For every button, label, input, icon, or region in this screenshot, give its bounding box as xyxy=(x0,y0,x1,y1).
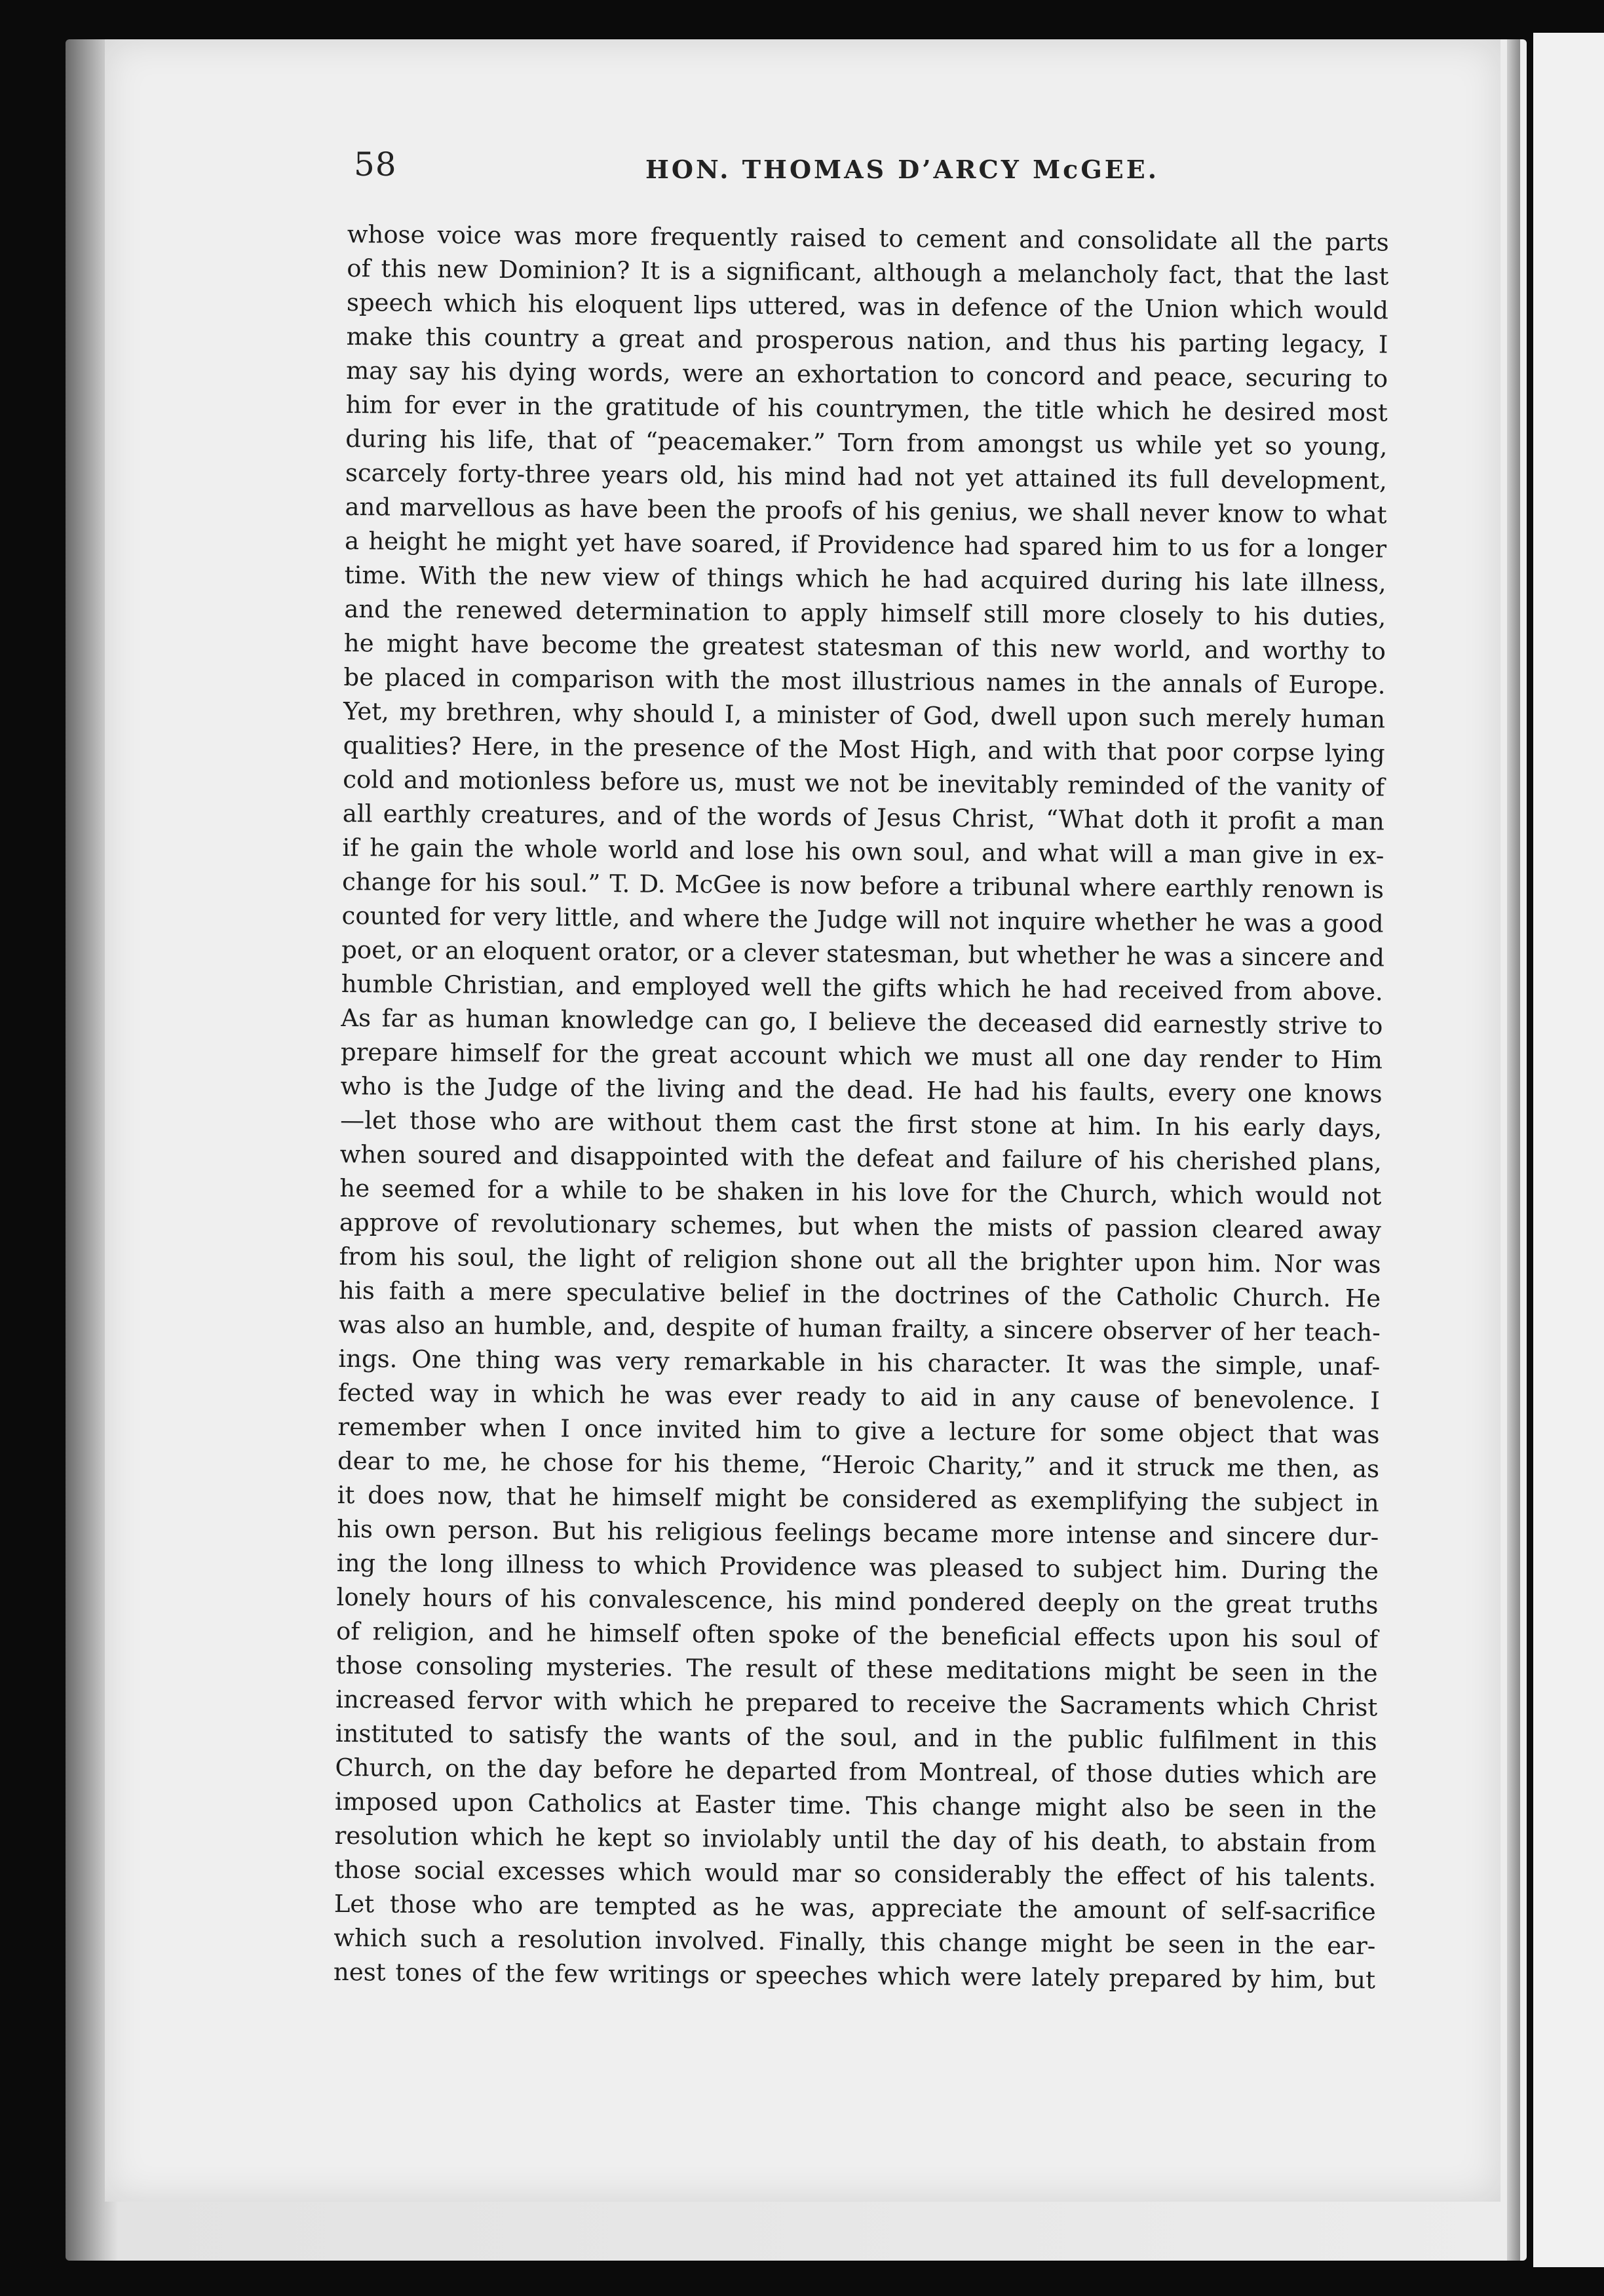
text-line: and marvellous as have been the proofs of his genius, we shall never know to what xyxy=(345,492,1387,529)
text-line: during his life, that of “peacemaker.” Torn from amongst us while yet so young, xyxy=(345,424,1388,461)
text-line: his own person. But his religious feelings became more intense and sincere dur- xyxy=(337,1514,1379,1552)
text-line: dear to me, he chose for his theme, “Heroic Charity,” and it struck me then, as xyxy=(337,1446,1380,1483)
text-line: him for ever in the gratitude of his countrymen, the title which he desired most xyxy=(345,390,1388,427)
text-line: ings. One thing was very remarkable in his character. It was the simple, unaf- xyxy=(338,1344,1381,1381)
text-line: lonely hours of his convalescence, his mind pondered deeply on the great truths xyxy=(336,1582,1379,1620)
body-text xyxy=(334,218,1389,1997)
text-line: Church, on the day before he departed from Montreal, of those duties which are xyxy=(335,1753,1377,1790)
text-line: may say his dying words, were an exhortation to concord and peace, securing to xyxy=(345,356,1388,393)
text-line: if he gain the whole world and lose his own soul, and what will a man give in ex- xyxy=(342,833,1384,870)
text-line: ing the long illness to which Providence was pleased to subject him. During the xyxy=(336,1548,1379,1586)
text-line: of religion, and he himself often spoke of the beneficial effects upon his soul of xyxy=(335,1617,1379,1654)
text-line: counted for very little, and where the Judge will not inquire whether he was a good xyxy=(341,901,1384,938)
text-line: whose voice was more frequently raised to cement and consolidate all the parts xyxy=(347,220,1389,257)
text-line: nest tones of the few writings or speeches which were lately prepared by him, but xyxy=(333,1957,1376,1995)
text-line: which such a resolution involved. Finally, this change might be seen in the ear- xyxy=(334,1923,1376,1961)
text-line: change for his soul.” T. D. McGee is now before a tribunal where earthly renown is xyxy=(341,867,1384,904)
text-line: of this new Dominion? It is a significant, although a melancholy fact, that the last xyxy=(347,254,1389,291)
text-line: As far as human knowledge can go, I believe the deceased did earnestly strive to xyxy=(341,1003,1383,1041)
text-line: speech which his eloquent lips uttered, was in defence of the Union which would xyxy=(346,288,1389,325)
text-line: when soured and disappointed with the defeat and failure of his cherished plans, xyxy=(339,1139,1382,1177)
text-line: those social excesses which would mar so considerably the effect of his talents. xyxy=(334,1855,1377,1892)
text-line: poet, or an eloquent orator, or a clever statesman, but whether he was a sincere and xyxy=(341,935,1385,972)
text-line: instituted to satisfy the wants of the soul, and in the public fulfilment in this xyxy=(335,1719,1377,1756)
text-line: humble Christian, and employed well the gifts which he had received from above. xyxy=(341,969,1383,1006)
text-line: who is the Judge of the living and the dead. He had his faults, every one knows xyxy=(340,1071,1383,1109)
text-line: —let those who are without them cast the first stone at him. In his early days, xyxy=(340,1105,1383,1143)
text-line: those consoling mysteries. The result of these meditations might be seen in the xyxy=(335,1651,1378,1688)
text-line: all earthly creatures, and of the words of Jesus Christ, “What doth it profit a man xyxy=(342,799,1384,836)
text-line: qualities? Here, in the presence of the Most High, and with that poor corpse lying xyxy=(343,731,1385,768)
text-line: time. With the new view of things which he had acquired during his late illness, xyxy=(344,560,1386,598)
running-title: HON. THOMAS D’ARCY McGEE. xyxy=(645,155,1159,184)
text-line: approve of revolutionary schemes, but when the mists of passion cleared away xyxy=(339,1208,1382,1245)
text-line: his faith a mere speculative belief in the doctrines of the Catholic Church. He xyxy=(338,1276,1381,1313)
text-line: remember when I once invited him to give a lecture for some object that was xyxy=(337,1412,1380,1449)
page-gutter xyxy=(1507,39,1520,2261)
text-line: cold and motionless before us, must we not be inevitably reminded of the vanity of xyxy=(343,765,1385,802)
text-line: Let those who are tempted as he was, appreciate the amount of self-sacrifice xyxy=(334,1889,1376,1926)
page-header xyxy=(354,145,1402,204)
text-line: be placed in comparison with the most illustrious names in the annals of Europe. xyxy=(343,662,1386,700)
text-line: a height he might yet have soared, if Providence had spared him to us for a longer xyxy=(344,526,1387,564)
text-line: fected way in which he was ever ready to aid in any cause of benevolence. I xyxy=(337,1378,1381,1415)
page-number: 58 xyxy=(354,145,397,183)
facing-page-edge xyxy=(1533,33,1604,2267)
text-line: imposed upon Catholics at Easter time. This change might also be seen in the xyxy=(334,1787,1377,1824)
text-line: Yet, my brethren, why should I, a minister of God, dwell upon such merely human xyxy=(343,697,1386,734)
text-line: prepare himself for the great account which we must all one day render to Him xyxy=(340,1037,1383,1075)
text-line: he might have become the greatest statesman of this new world, and worthy to xyxy=(343,628,1386,666)
text-line: was also an humble, and, despite of human frailty, a sincere observer of her teach- xyxy=(338,1310,1381,1347)
text-line: from his soul, the light of religion shone out all the brighter upon him. Nor was xyxy=(339,1242,1381,1279)
text-line: increased fervor with which he prepared to receive the Sacraments which Christ xyxy=(335,1685,1378,1722)
text-line: make this country a great and prosperous nation, and thus his parting legacy, I xyxy=(346,322,1388,359)
text-line: scarcely forty-three years old, his mind had not yet attained its full development, xyxy=(345,458,1388,495)
text-line: it does now, that he himself might be considered as exemplifying the subject in xyxy=(337,1480,1379,1518)
text-line: and the renewed determination to apply himself still more closely to his duties, xyxy=(344,594,1386,632)
text-line: resolution which he kept so inviolably until the day of his death, to abstain from xyxy=(334,1821,1377,1858)
text-line: he seemed for a while to be shaken in his love for the Church, which would not xyxy=(339,1174,1382,1211)
